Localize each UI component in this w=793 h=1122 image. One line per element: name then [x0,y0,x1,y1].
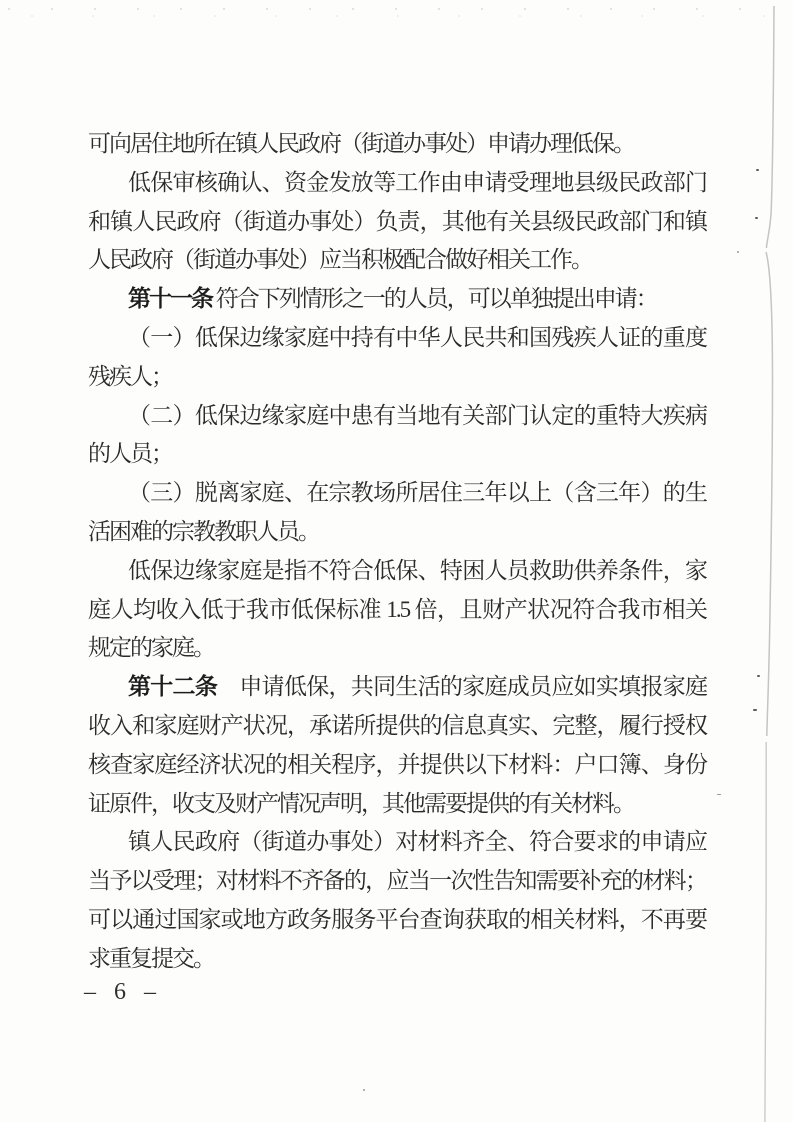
text-line: 证原件，收支及财产情况声明，其他需要提供的有关材料。 [88,790,634,816]
text-line: 当予以受理；对材料不齐备的，应当一次性告知需要补充的材料； [88,868,706,894]
text-line: 可以通过国家或地方政务服务平台查询获取的相关材料，不再要 [88,906,706,932]
scan-speck [753,709,757,711]
text-line: 低保审核确认、资金发放等工作由申请受理地县级民政部门 [128,169,706,195]
scan-noise-top [8,8,777,10]
text-line: 人民政府（街道办事处）应当积极配合做好相关工作。 [88,247,592,273]
scan-speck [757,675,760,677]
text-line: 的人员； [88,441,172,467]
text-line: 核查家庭经济状况的相关程序，并提供以下材料：户口簿、身份 [88,751,706,777]
text-line-article-11 [88,280,706,319]
text-line: 规定的家庭。 [88,635,214,661]
scan-speck [755,217,758,219]
scan-speck [737,251,739,253]
scan-noise-top-2 [8,15,777,17]
text-line: 收入和家庭财产状况，承诺所提供的信息真实、完整，履行授权 [88,712,706,738]
scan-speck [756,169,759,171]
text-line: （二）低保边缘家庭中患有当地有关部门认定的重特大疾病 [128,402,706,428]
text-line: 低保边缘家庭是指不符合低保、特困人员救助供养条件，家 [128,557,706,583]
text-line: 和镇人民政府（街道办事处）负责，其他有关县级民政部门和镇 [88,208,706,234]
text-line: （一）低保边缘家庭中持有中华人民共和国残疾人证的重度 [128,324,706,350]
text-line: 庭人均收入低于我市低保标准 1.5 倍，且财产状况符合我市相关 [88,596,706,622]
text-line: 残疾人； [88,363,172,389]
text-line-article-12 [88,668,706,707]
scan-speck [363,1089,365,1091]
text-line: 镇人民政府（街道办事处）对材料齐全、符合要求的申请应 [128,829,706,855]
article-12-text: 申请低保，共同生活的家庭成员应如实填报家庭 [217,674,707,700]
text-line: 活困难的宗教教职人员。 [88,518,319,544]
text-line: 可向居住地所在镇人民政府（街道办事处）申请办理低保。 [88,131,634,156]
body-text [88,125,706,979]
text-line: 求重复提交。 [88,945,214,971]
page-number: – 6 – [84,979,161,1005]
article-11-text: 符合下列情形之一的人员，可以单独提出申请： [212,286,657,312]
article-12-number: 第十二条 [128,674,218,700]
scan-speck [717,794,721,795]
article-11-number: 第十一条 [128,286,212,312]
text-line: （三）脱离家庭、在宗教场所居住三年以上（含三年）的生 [128,480,706,506]
